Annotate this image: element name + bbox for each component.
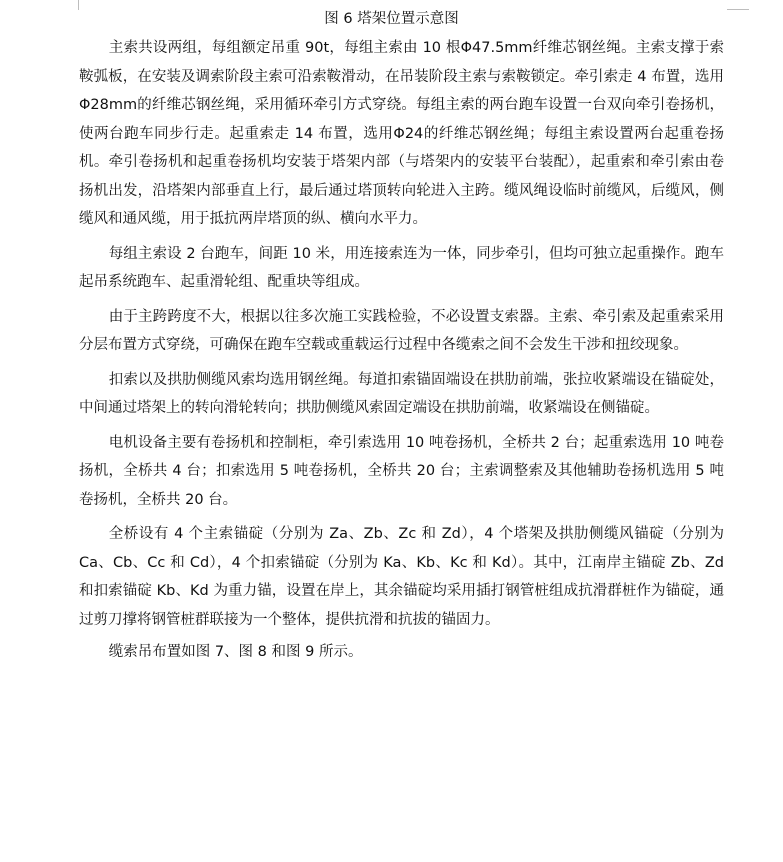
paragraph-anchors: 全桥设有 4 个主索锚碇（分别为 Za、Zb、Zc 和 Zd），4 个塔架及拱肋侧缆风锚碇（分别为 Ca、Cb、Cc 和 Cd），4 个扣索锚碇（分别为 Ka、Kb、Kc 和 Kd）。其中，江南岸主锚碇 Zb、Zd 和扣索锚碇 Kb、Kd 为重力锚，设置在岸上，其余锚碇均采用插打钢管桩组成抗滑群桩作为锚碇，通过剪刀撑将钢管桩群联接为一个整体，提供抗滑和抗拔的锚固力。	[79, 526, 724, 628]
paragraph-trolley: 每组主索设 2 台跑车，间距 10 米，用连接索连为一体，同步牵引，但均可独立起重操作。跑车起吊系统跑车、起重滑轮组、配重块等组成。	[79, 245, 724, 290]
document-body	[79, 34, 724, 673]
paragraph-buckle-cable: 扣索以及拱肋侧缆风索均选用钢丝绳。每道扣索锚固端设在拱肋前端，张拉收紧端设在锚碇处，中间通过塔架上的转向滑轮转向；拱肋侧缆风索固定端设在拱肋前端，收紧端设在侧锚碇。	[79, 371, 724, 416]
paragraph-cable-layout: 由于主跨跨度不大，根据以往多次施工实践检验，不必设置支索器。主索、牵引索及起重索采用分层布置方式穿绕，可确保在跑车空载或重载运行过程中各缆索之间不会发生干涉和扭绞现象。	[79, 308, 724, 353]
paragraph-main-cable: 主索共设两组，每组额定吊重 90t，每组主索由 10 根Φ47.5mm纤维芯钢丝绳。主索支撑于索鞍弧板，在安装及调索阶段主索可沿索鞍滑动，在吊装阶段主索与索鞍锁定。牵引索走 4 布置，选用Φ28mm的纤维芯钢丝绳，采用循环牵引方式穿绕。每组主索的两台跑车设置一台双向牵引卷扬机，使两台跑车同步行走。起重索走 14 布置，选用Φ24的纤维芯钢丝绳；每组主索设置两台起重卷扬机。牵引卷扬机和起重卷扬机均安装于塔架内部（与塔架内的安装平台装配），起重索和牵引索由卷扬机出发，沿塔架内部垂直上行，最后通过塔顶转向轮进入主跨。缆风绳设临时前缆风，后缆风，侧缆风和通风缆，用于抵抗两岸塔顶的纵、横向水平力。	[79, 40, 724, 227]
figure-caption: 图 6 塔架位置示意图	[324, 11, 459, 27]
paragraph-electrical-equipment: 电机设备主要有卷扬机和控制柜，牵引索选用 10 吨卷扬机，全桥共 2 台；起重索选用 10 吨卷扬机，全桥共 4 台；扣索选用 5 吨卷扬机，全桥共 20 台；主索调整索及其他辅助卷扬机选用 5 吨卷扬机，全桥共 20 台。	[79, 434, 724, 508]
paragraph-figure-reference: 缆索吊布置如图 7、图 8 和图 9 所示。	[108, 644, 363, 660]
